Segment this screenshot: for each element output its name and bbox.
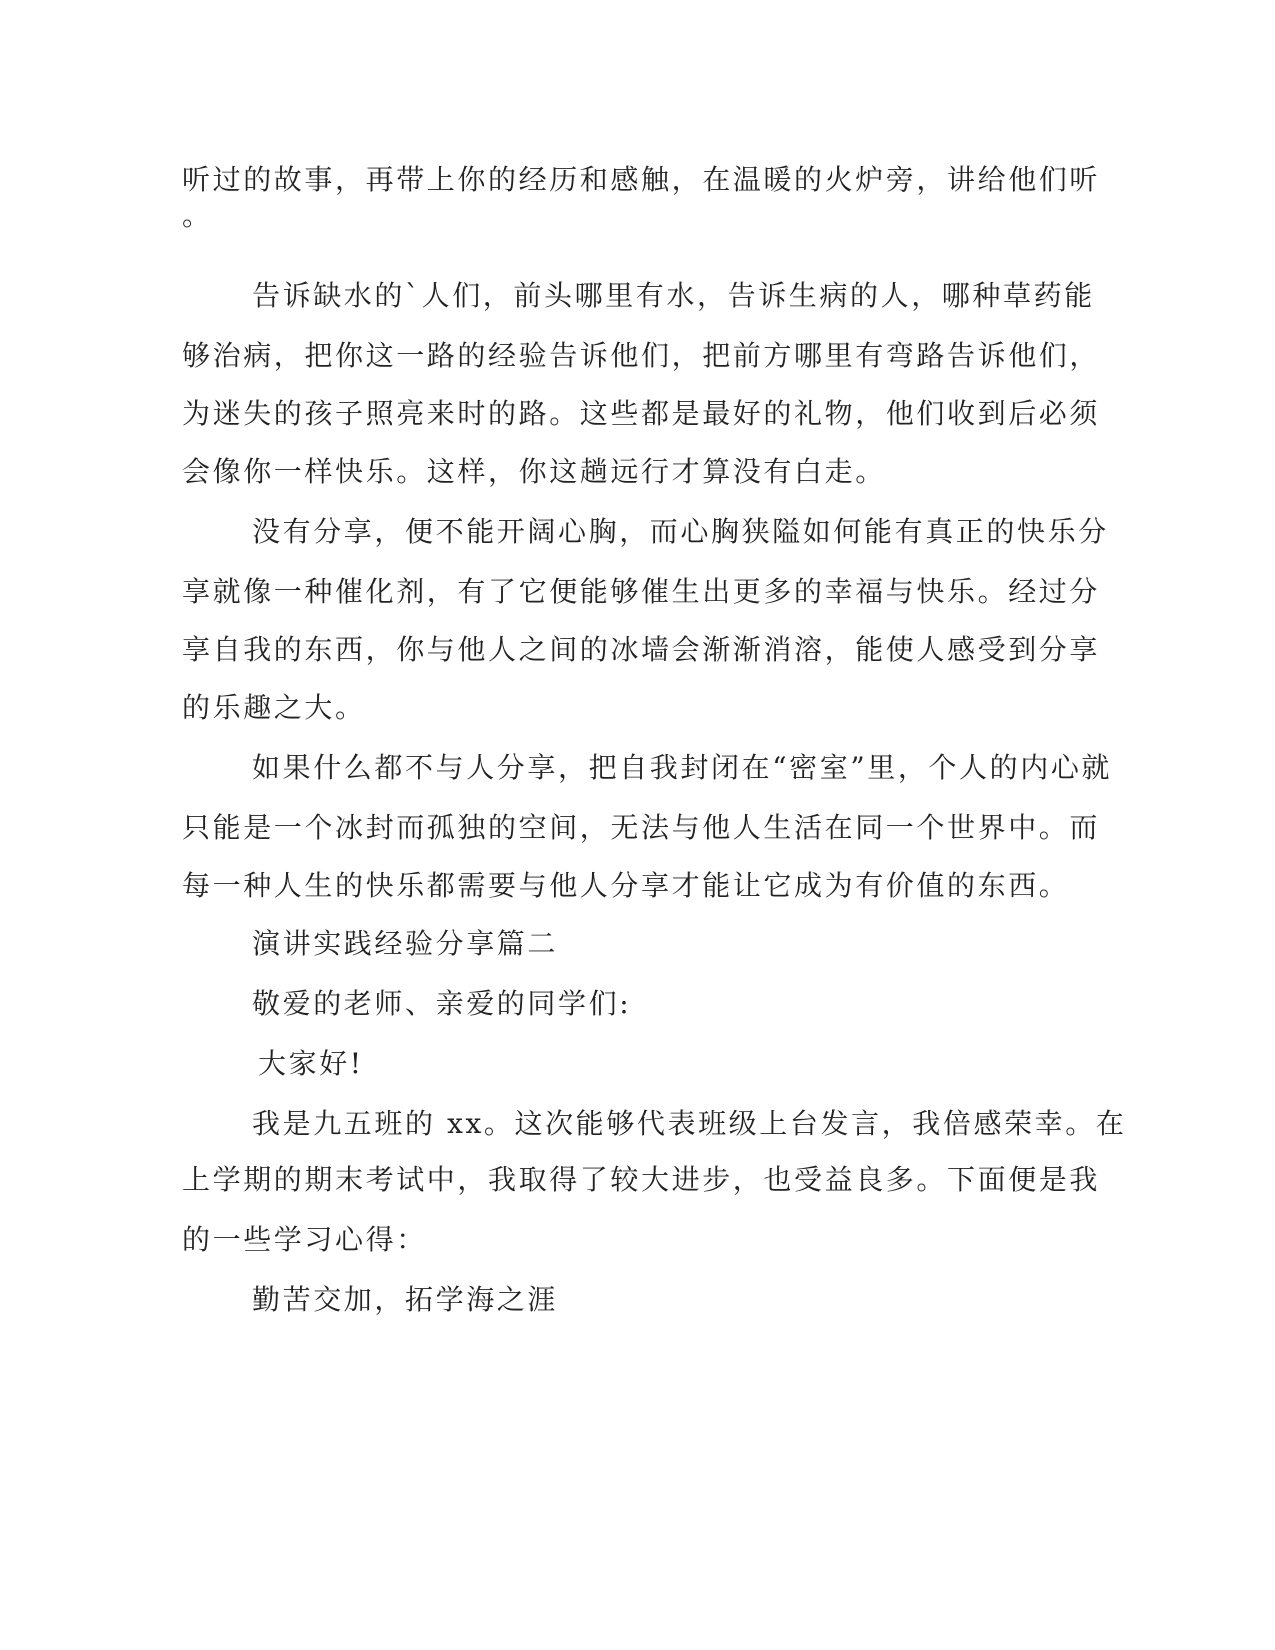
text-line: 每一种人生的快乐都需要与他人分享才能让它成为有价值的东西。	[182, 869, 1070, 902]
text-line: 没有分享，便不能开阔心胸，而心胸狭隘如何能有真正的快乐分	[252, 515, 1109, 548]
text-line: 够治病，把你这一路的经验告诉他们，把前方哪里有弯路告诉他们，	[182, 339, 1101, 372]
salutation: 敬爱的老师、亲爱的同学们:	[252, 987, 632, 1020]
text-line: 我是九五班的 xx。这次能够代表班级上台发言，我倍感荣幸。在	[252, 1107, 1127, 1140]
text-line: 如果什么都不与人分享，把自我封闭在“密室”里，个人的内心就	[252, 751, 1113, 784]
text-line: 的一些学习心得：	[182, 1223, 427, 1256]
section-heading: 演讲实践经验分享篇二	[252, 927, 559, 960]
text-line: 上学期的期末考试中，我取得了较大进步，也受益良多。下面便是我	[182, 1163, 1101, 1196]
text-line: 享就像一种催化剂，有了它便能够催生出更多的幸福与快乐。经过分	[182, 575, 1101, 608]
text-line: 会像你一样快乐。这样，你这趟远行才算没有白走。	[182, 455, 886, 488]
text-line: 听过的故事，再带上你的经历和感触，在温暖的火炉旁，讲给他们听	[182, 163, 1101, 196]
text-line: 享自我的东西，你与他人之间的冰墙会渐渐消溶，能使人感受到分享	[182, 633, 1101, 666]
text-line: 。	[182, 199, 213, 232]
subheading: 勤苦交加，拓学海之涯	[252, 1283, 559, 1316]
text-line: 的乐趣之大。	[182, 691, 366, 724]
text-line: 只能是一个冰封而孤独的空间，无法与他人生活在同一个世界中。而	[182, 811, 1101, 844]
greeting: 大家好!	[258, 1047, 364, 1080]
text-line: 告诉缺水的`人们，前头哪里有水，告诉生病的人，哪种草药能	[252, 279, 1095, 312]
text-line: 为迷失的孩子照亮来时的路。这些都是最好的礼物，他们收到后必须	[182, 397, 1101, 430]
